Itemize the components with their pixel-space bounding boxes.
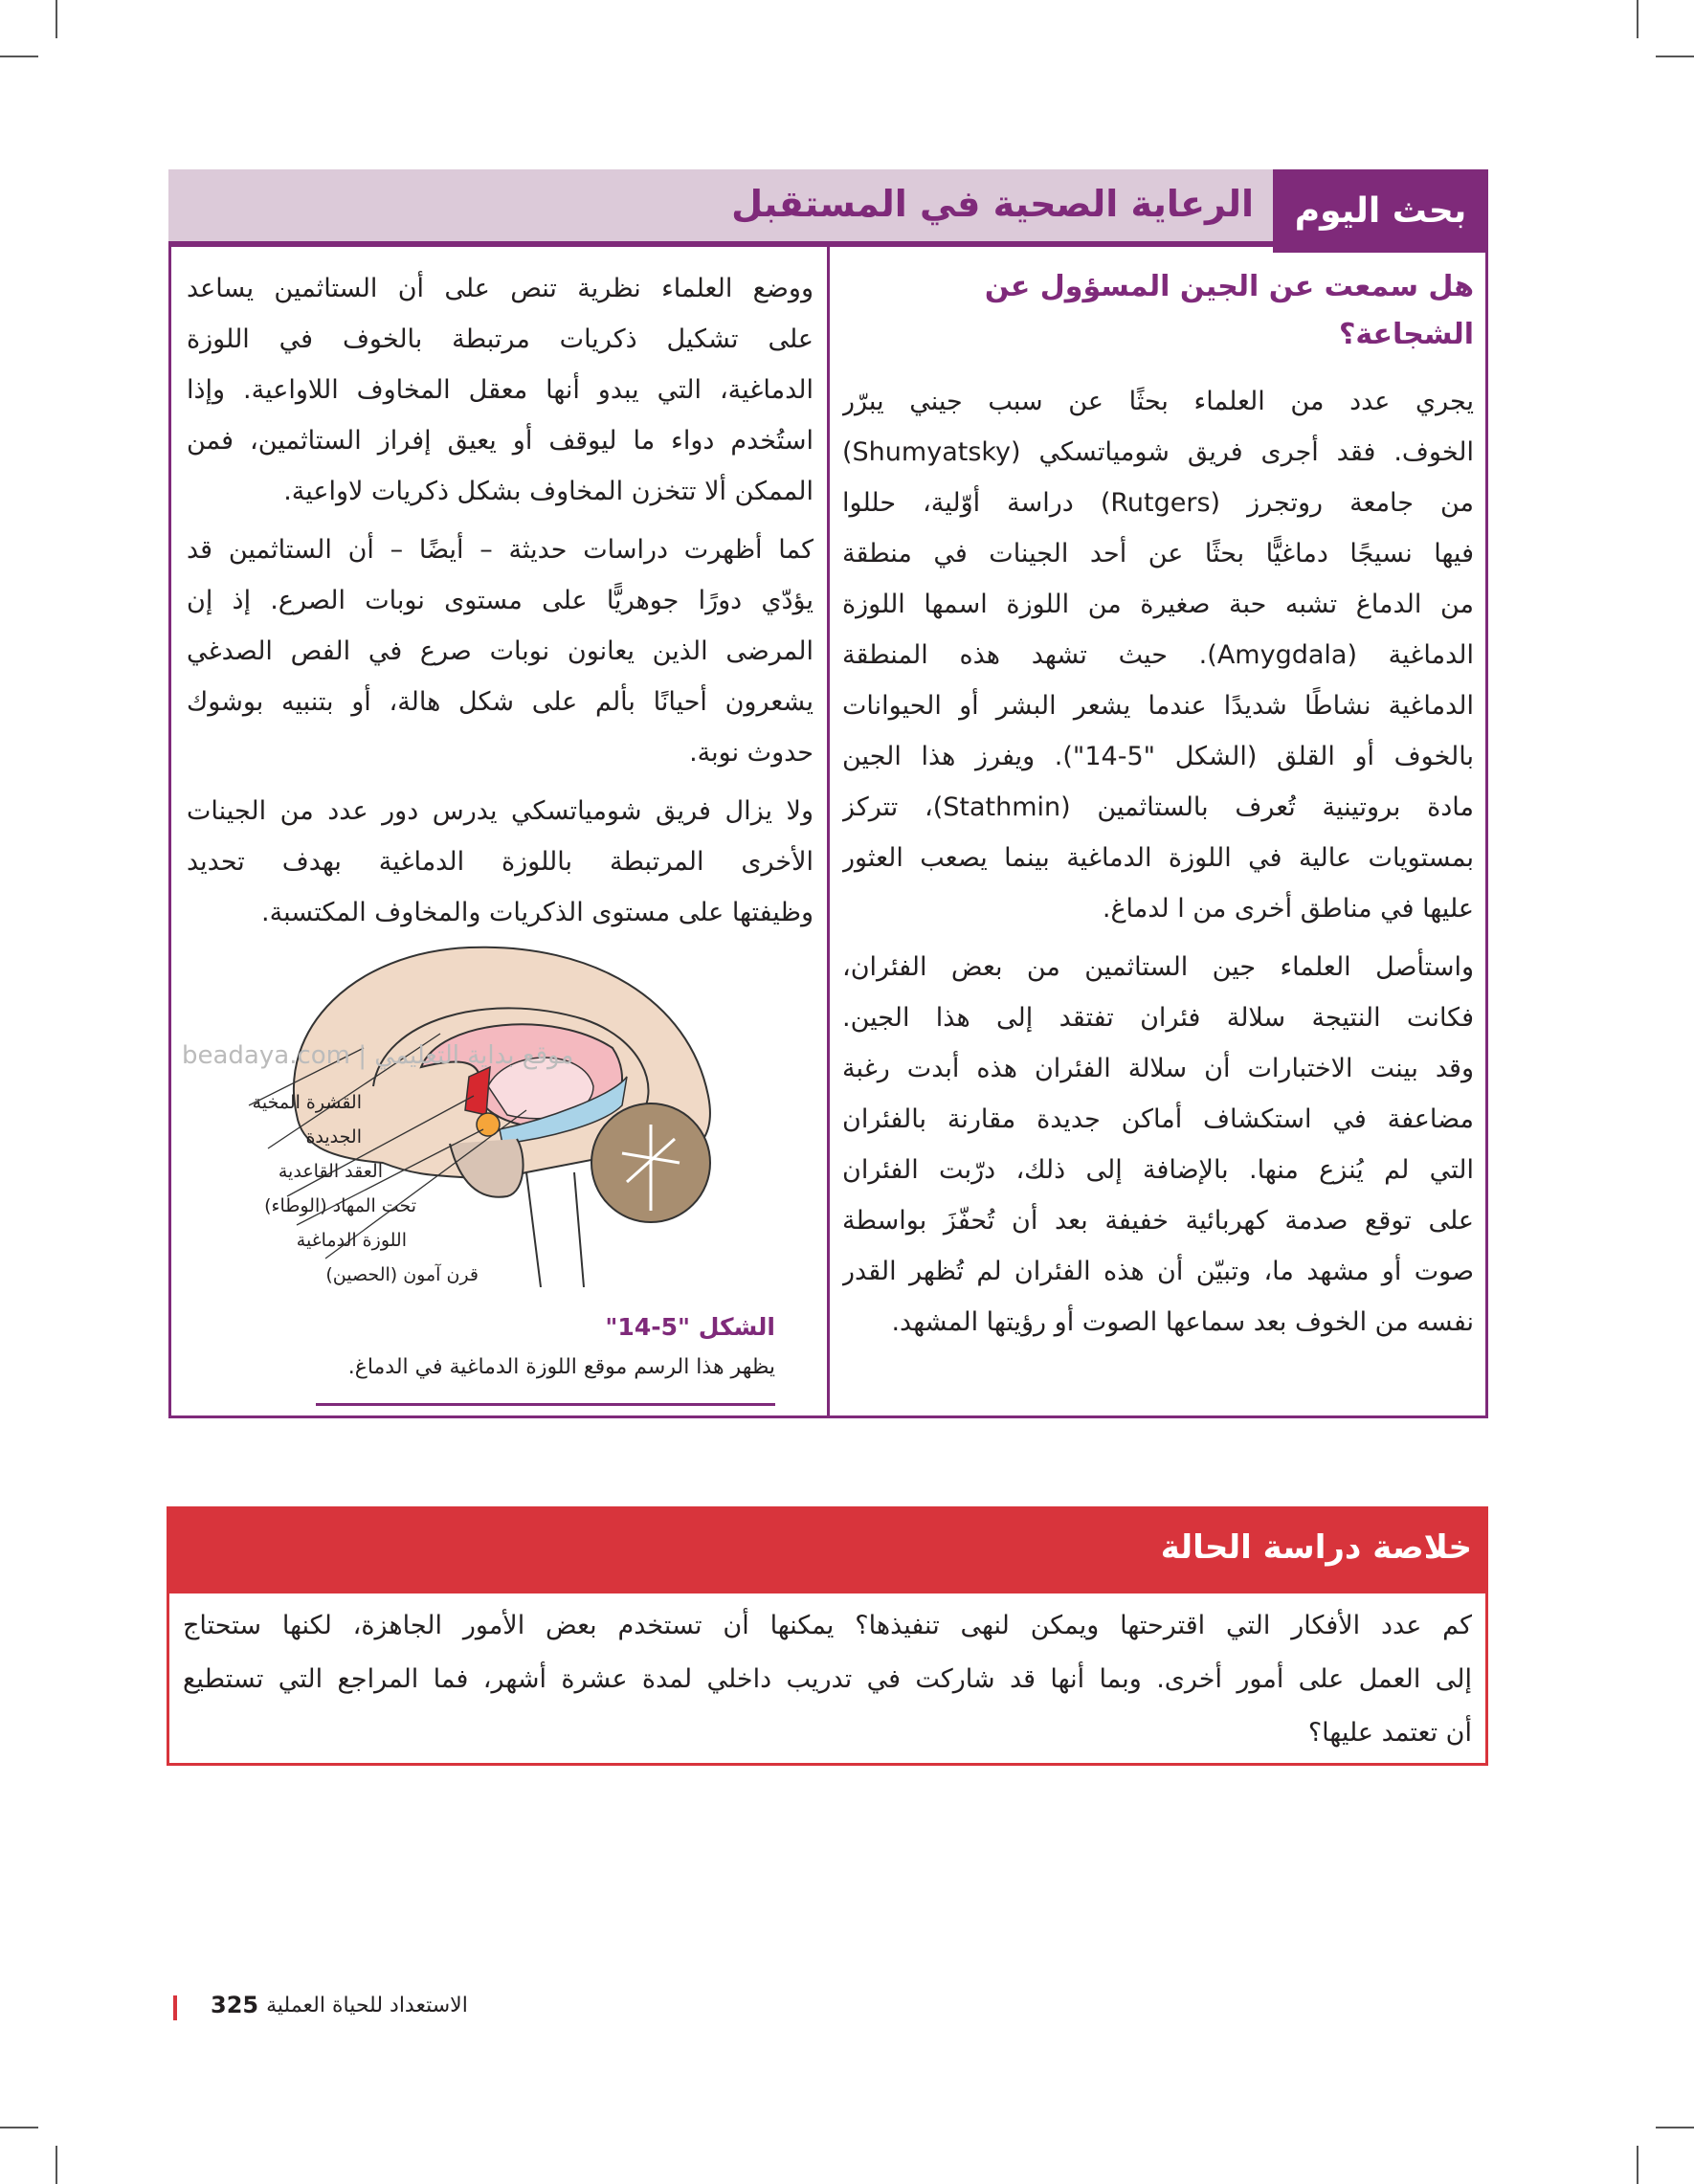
section-tab: بحث اليوم — [1273, 169, 1488, 253]
text-line: الممكن ألا تتخزن المخاوف بشكل ذكريات لاواعية. — [283, 477, 814, 506]
paragraph — [187, 786, 814, 938]
text-line: واستأصل العلماء جين الستاثمين من بعض الفئران، — [842, 952, 1474, 982]
text-line: وقد بينت الاختبارات أن سلالة الفئران هذه أبدت رغبة — [842, 1054, 1474, 1083]
text-line: نفسه من الخوف بعد سماعها الصوت أو رؤيتها المشهد. — [891, 1307, 1474, 1337]
text-line: من الدماغ تشبه حبة صغيرة من اللوزة اسمها اللوزة — [842, 590, 1474, 619]
text-line: كما أظهرت دراسات حديثة – أيضًا – أن الستاثمين قد — [187, 535, 814, 565]
text-line: صوت أو مشهد ما، وتبيّن أن هذه الفئران لم تُظهر القدر — [842, 1257, 1474, 1286]
section-header — [168, 169, 1488, 247]
case-summary-box — [167, 1506, 1488, 1766]
text-line: من جامعة روتجرز (Rutgers) دراسة أوّلية، حللوا — [842, 488, 1474, 518]
paragraph — [842, 942, 1474, 1348]
section-title: الرعاية الصحية في المستقبل — [731, 183, 1254, 225]
page-number: 325 — [211, 1992, 259, 2018]
text-line: يشعرون أحيانًا بألم على شكل هالة، أو بتنبيه بوشوك — [187, 687, 814, 717]
book-title: الاستعداد للحياة العملية — [266, 1993, 468, 2017]
text-line: يجري عدد من العلماء بحثًا عن سبب جيني يبرّر — [842, 387, 1474, 416]
crop-mark — [0, 56, 38, 57]
crop-mark — [1637, 0, 1638, 38]
crop-mark — [0, 2127, 38, 2128]
paragraph — [187, 263, 814, 517]
text-line: ولا يزال فريق شومياتسكي يدرس دور عدد من الجينات — [187, 796, 814, 826]
text-line: التي لم يُنزع منها. بالإضافة إلى ذلك، درّبت الفئران — [842, 1155, 1474, 1185]
text-line: حدوث نوبة. — [689, 738, 814, 768]
text-line: الدماغية نشاطًا شديدًا عندما يشعر البشر أو الحيوانات — [842, 691, 1474, 721]
footer-bar — [173, 1995, 177, 2020]
label-neocortex-2: الجديدة — [305, 1126, 362, 1148]
text-line: استُخدم دواء ما ليوقف أو يعيق إفراز الستاثمين، فمن — [187, 426, 814, 456]
column-divider — [827, 247, 830, 1418]
text-line: وظيفتها على مستوى الذكريات والمخاوف المكتسبة. — [261, 898, 814, 927]
text-line: الدماغية (Amygdala). حيث تشهد هذه المنطقة — [842, 640, 1474, 670]
text-line: الدماغية، التي يبدو أنها معقل المخاوف اللاواعية. وإذا — [187, 375, 814, 405]
paragraph — [842, 376, 1474, 934]
paragraph — [187, 524, 814, 778]
question-heading: هل سمعت عن الجين المسؤول عن الشجاعة؟ — [984, 270, 1474, 351]
text-line: فكانت النتيجة سلالة فئران تفتقد إلى هذا الجين. — [842, 1003, 1474, 1033]
text-line: إلى العمل على أمور أخرى. وبما أنها قد شاركت في تدريب داخلي لمدة عشرة أشهر، فما المراجع التي تستطيع — [183, 1664, 1472, 1694]
text-line: الأخرى المرتبطة باللوزة الدماغية بهدف تحديد — [187, 847, 814, 877]
text-line: ووضع العلماء نظرية تنص على أن الستاثمين يساعد — [187, 274, 814, 303]
crop-mark — [1637, 2146, 1638, 2184]
text-line: كم عدد الأفكار التي اقترحتها ويمكن لنهى تنفيذها؟ يمكنها أن تستخدم بعض الأمور الجاهزة، لكنها ستحتاج — [183, 1611, 1472, 1640]
case-summary-text — [169, 1593, 1485, 1760]
text-line: بمستويات عالية في اللوزة الدماغية بينما يصعب العثور — [842, 843, 1474, 873]
figure-caption: يظهر هذا الرسم موقع اللوزة الدماغية في الدماغ. — [347, 1355, 775, 1379]
right-column — [842, 263, 1474, 1348]
text-line: بالخوف أو القلق (الشكل "5-14"). ويفرز هذا الجين — [842, 742, 1474, 771]
label-amygdala: اللوزة الدماغية — [296, 1230, 407, 1251]
text-line: أن تعتمد عليها؟ — [1307, 1718, 1472, 1748]
label-basal-ganglia: العقد القاعدية — [278, 1161, 383, 1182]
text-line: على توقع صدمة كهربائية خفيفة بعد أن تُحفّزَ بواسطة — [842, 1206, 1474, 1236]
label-neocortex: القشرة المخية — [252, 1092, 362, 1113]
crop-mark — [1656, 2127, 1694, 2128]
text-line: فيها نسيجًا دماغيًّا بحثًا عن أحد الجينات في منطقة — [842, 539, 1474, 568]
text-line: يؤدّي دورًا جوهريًّا على مستوى نوبات الصرع. إذ إن — [187, 586, 814, 615]
crop-mark — [56, 0, 57, 38]
text-line: مضاعفة في استكشاف أماكن جديدة مقارنة بالفئران — [842, 1104, 1474, 1134]
text-line: عليها في مناطق أخرى من ا لدماغ. — [1102, 894, 1474, 924]
text-line: على تشكيل ذكريات مرتبطة بالخوف في اللوزة — [187, 324, 814, 354]
label-hippocampus: قرن آمون (الحصين) — [325, 1264, 479, 1285]
text-line: المرضى الذين يعانون نوبات صرع في الفص الصدغي — [187, 636, 814, 666]
crop-mark — [56, 2146, 57, 2184]
case-summary-title: خلاصة دراسة الحالة — [169, 1509, 1485, 1593]
caption-rule — [316, 1403, 775, 1406]
left-column — [187, 263, 814, 938]
crop-mark — [1656, 56, 1694, 57]
figure-title: الشكل "5-14" — [605, 1313, 775, 1341]
label-hypothalamus: تحت المهاد (الوطاء) — [264, 1195, 416, 1216]
text-line: مادة بروتينية تُعرف بالستاثمين (Stathmin)، تتركز — [842, 792, 1474, 822]
text-line: الخوف. فقد أجرى فريق شومياتسكي (Shumyatsky) — [842, 437, 1474, 467]
footer — [211, 1992, 468, 2018]
watermark: beadaya.com | موقع بداية التعليمي — [182, 1041, 574, 1070]
